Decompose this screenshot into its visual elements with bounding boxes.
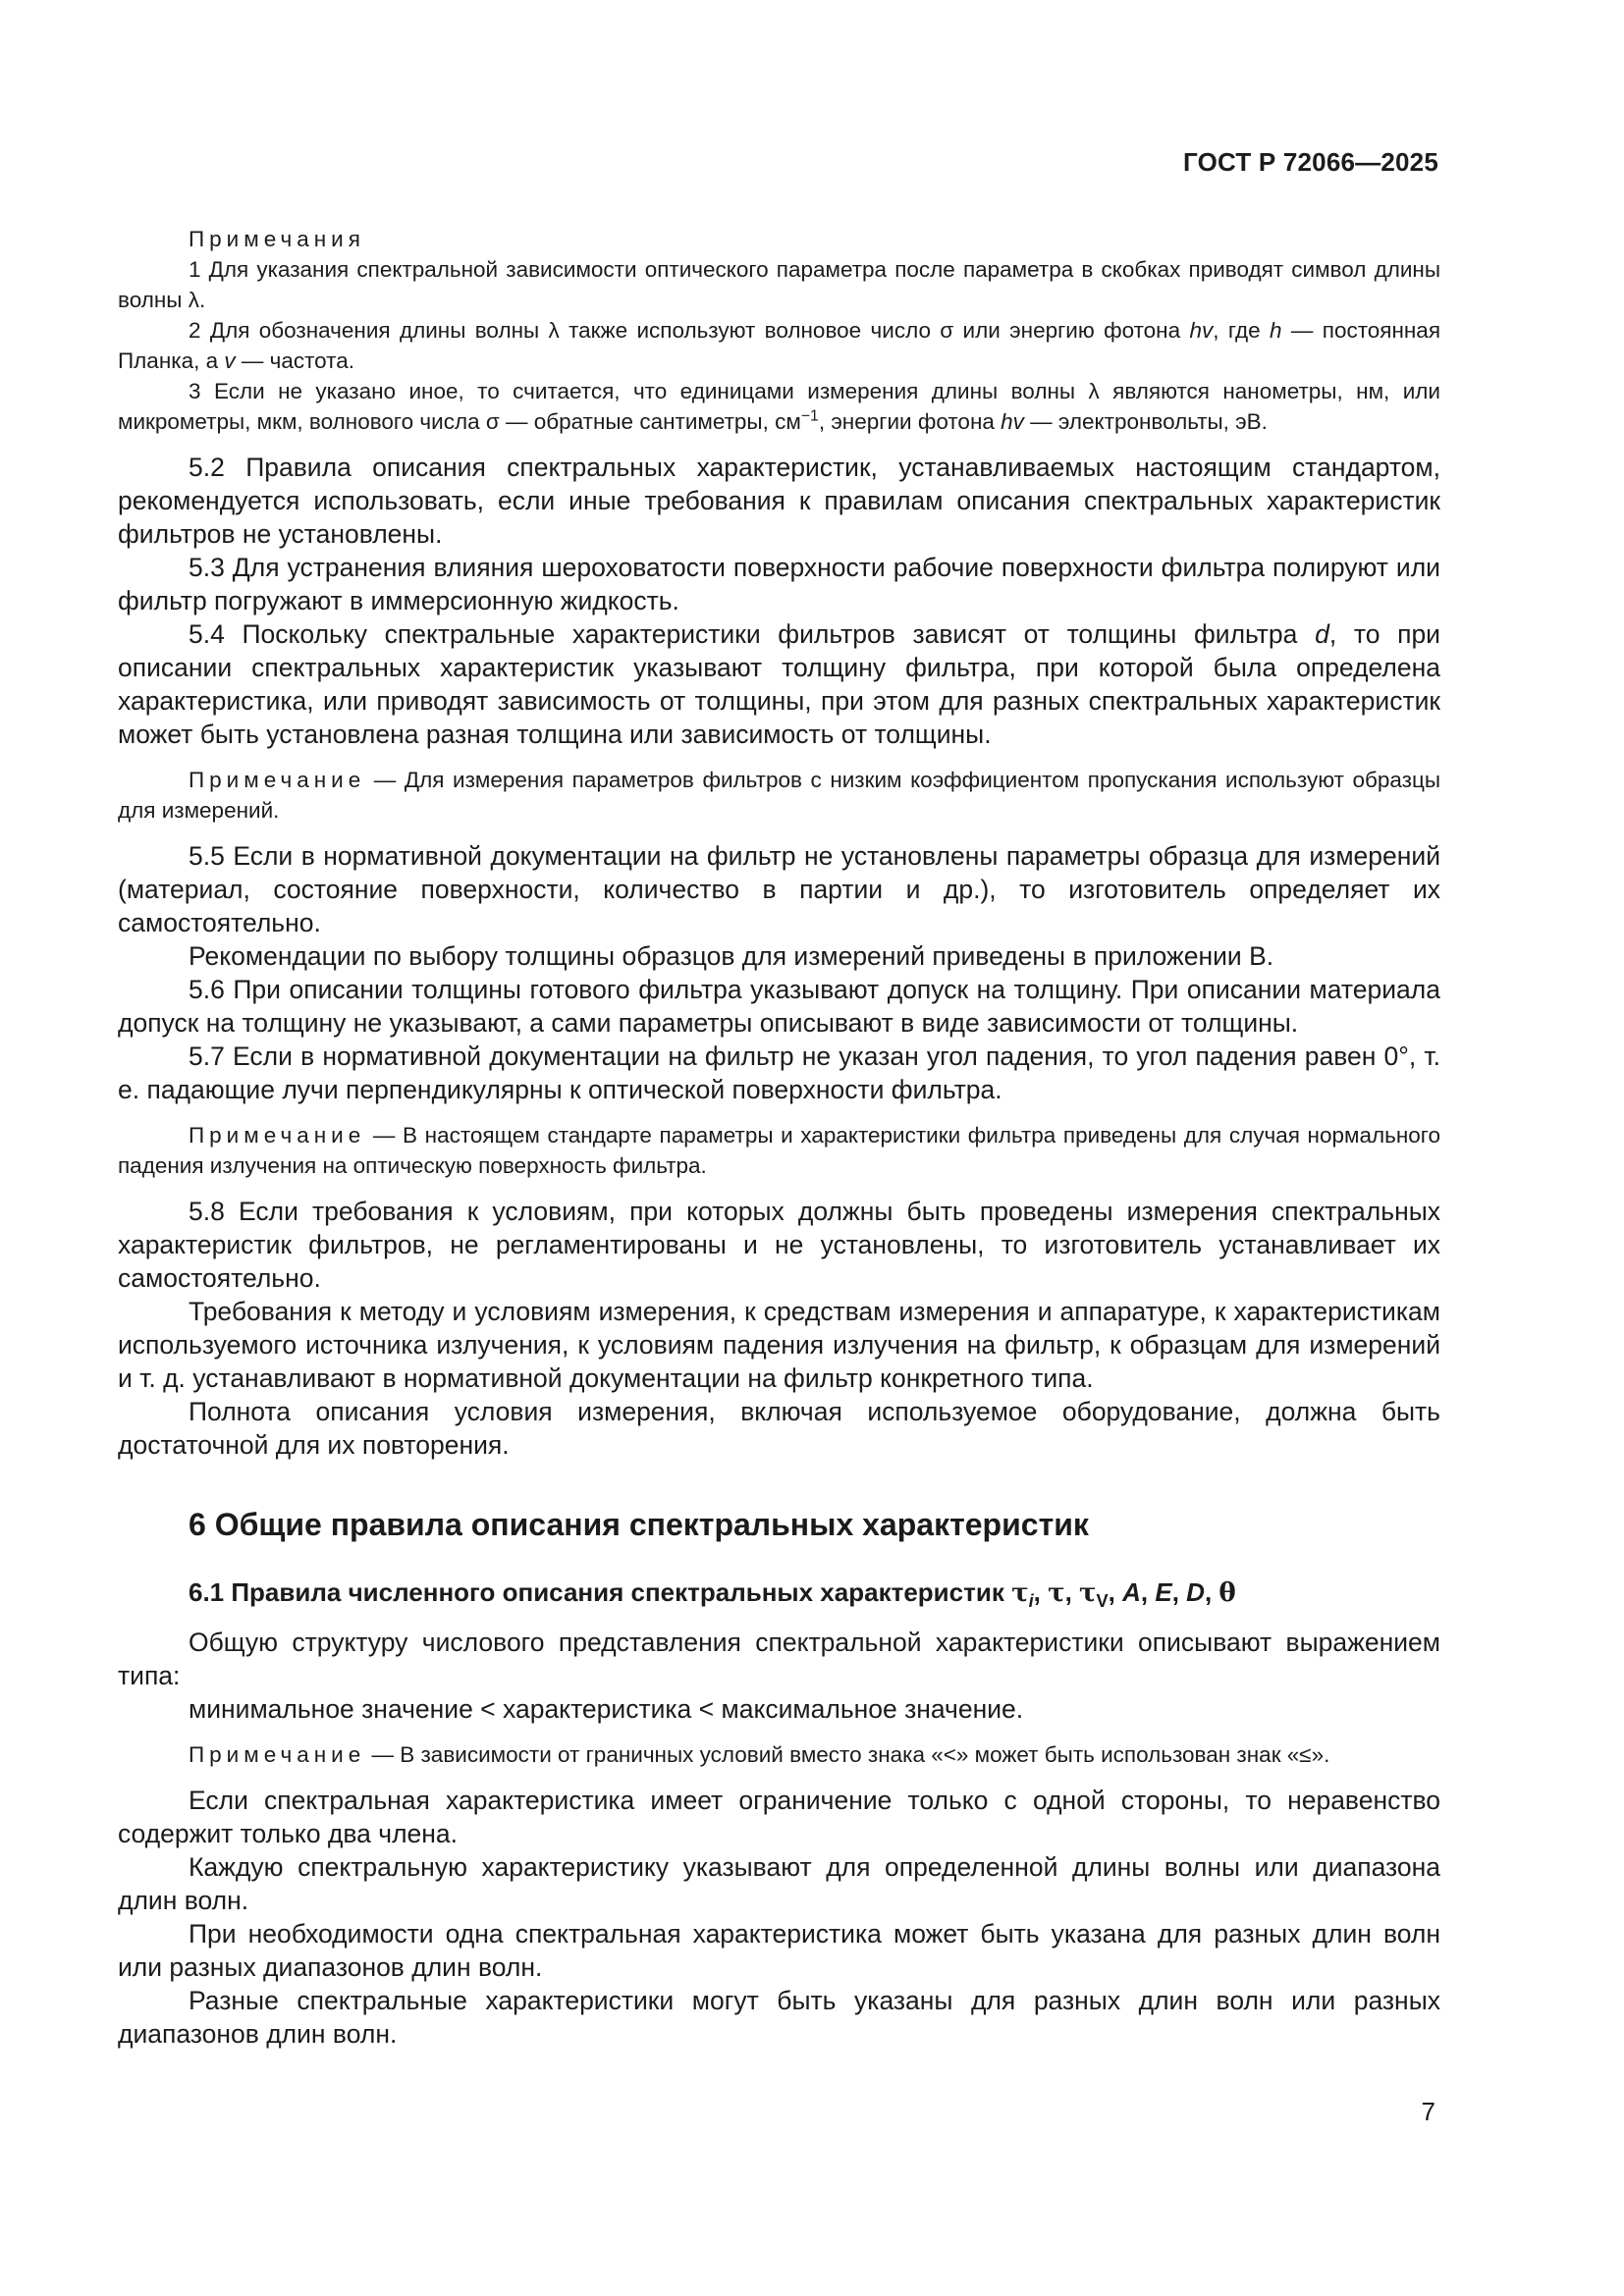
clause-5-7: 5.7 Если в нормативной документации на фильтр не указан угол падения, то угол падения равен 0°, т. е. падающие лучи перпендикулярны к оптической поверхности фильтра. (118, 1041, 1440, 1104)
clause-5-5-recommendation: Рекомендации по выбору толщины образцов для измерений приведены в приложении В. (189, 941, 1274, 971)
clause-5-3: 5.3 Для устранения влияния шероховатости поверхности рабочие поверхности фильтра полируют или фильтр погружают в иммерсионную жидкость. (118, 553, 1440, 615)
note-measurement-samples: Примечание — Для измерения параметров фильтров с низким коэффициентом пропускания используют образцы для измерений. (118, 768, 1440, 823)
clause-6-1-structure: Общую структуру числового представления спектральной характеристики описывают выражением типа: (118, 1628, 1440, 1690)
clause-5-4: 5.4 Поскольку спектральные характеристики фильтров зависят от толщины фильтра d, то при описании спектральных характеристик указывают толщину фильтра, при которой была определена характеристика, или приводят зависимость от толщины, при этом для разных спектральных характеристик может быть установлена разная толщина или зависимость от толщины. (118, 619, 1440, 749)
section-6-heading: 6 Общие правила описания спектральных характеристик (189, 1507, 1089, 1542)
clause-5-8: 5.8 Если требования к условиям, при которых должны быть проведены измерения спектральных характеристик фильтров, не регламентированы и не установлены, то изготовитель устанавливает их самостоятельно. (118, 1197, 1440, 1293)
document-header: ГОСТ Р 72066—2025 (1183, 147, 1438, 177)
clause-6-1-expression: минимальное значение < характеристика < максимальное значение. (189, 1694, 1024, 1724)
clause-5-2: 5.2 Правила описания спектральных характеристик, устанавливаемых настоящим стандартом, рекомендуется использовать, если иные требования к правилам описания спектральных характеристик фильтров не установлены. (118, 453, 1440, 549)
page-content (118, 224, 1440, 2051)
clause-5-8-completeness: Полнота описания условия измерения, включая используемое оборудование, должна быть достаточной для их повторения. (118, 1397, 1440, 1460)
page-number: 7 (1421, 2097, 1435, 2126)
section-6-1-heading: 6.1 Правила численного описания спектральных характеристик $\tau_i$, τ, $\tau_V$, A, E, D, θ (189, 1577, 1236, 1612)
clause-6-1-different: Разные спектральные характеристики могут быть указаны для разных длин волн или разных диапазонов длин волн. (118, 1986, 1440, 2049)
note-inequality-sign: Примечание — В зависимости от граничных условий вместо знака «<» может быть использован знак «≤». (189, 1742, 1330, 1767)
note-2: 2 Для обозначения длины волны λ также используют волновое число σ или энергию фотона hv, где h — постоянная Планка, а v — частота. (118, 318, 1441, 373)
note-3: 3 Если не указано иное, то считается, что единицами измерения длины волны λ являются нанометры, нм, или микрометры, мкм, волнового числа σ — обратные сантиметры, $см^{-1}$, энергии фотона hv — электронвольты, эВ. (118, 379, 1440, 434)
notes-title: Примечания (189, 227, 365, 251)
clause-5-5: 5.5 Если в нормативной документации на фильтр не установлены параметры образца для измерений (материал, состояние поверхности, количество в партии и др.), то изготовитель определяет их самостоятельно. (118, 841, 1440, 937)
clause-6-1-one-side: Если спектральная характеристика имеет ограничение только с одной стороны, то неравенство содержит только два члена. (118, 1786, 1440, 1848)
clause-6-1-wavelength: Каждую спектральную характеристику указывают для определенной длины волны или диапазона длин волн. (118, 1852, 1440, 1915)
notes-block (118, 224, 1440, 437)
clause-6-1-multiple: При необходимости одна спектральная характеристика может быть указана для разных длин волн или разных диапазонов длин волн. (118, 1919, 1440, 1982)
note-1: 1 Для указания спектральной зависимости оптического параметра после параметра в скобках приводят символ длины волны λ. (118, 257, 1440, 312)
note-normal-incidence: Примечание — В настоящем стандарте параметры и характеристики фильтра приведены для случая нормального падения излучения на оптическую поверхность фильтра. (118, 1123, 1440, 1178)
clause-5-6: 5.6 При описании толщины готового фильтра указывают допуск на толщину. При описании материала допуск на толщину не указывают, а сами параметры описывают в виде зависимости от толщины. (118, 975, 1440, 1038)
clause-5-8-requirements: Требования к методу и условиям измерения, к средствам измерения и аппаратуре, к характеристикам используемого источника излучения, к условиям падения излучения на фильтр, к образцам для измерений и т. д. устанавливают в нормативной документации на фильтр конкретного типа. (118, 1297, 1440, 1393)
